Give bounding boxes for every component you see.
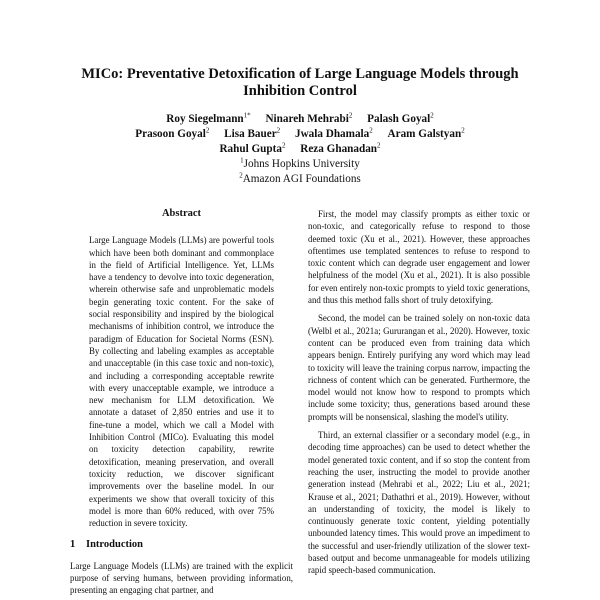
affil-marker: 2 (239, 171, 243, 180)
author-affil-marker: 2 (276, 126, 281, 135)
author-affil-marker: 2 (348, 111, 353, 120)
body-paragraph: Second, the model can be trained solely on non-toxic data (Welbl et al., 2021a; Gururangan et al., 2020). However, toxic content can be produced even from training data which appears benign. Entirely purifying any word which may lead to toxicity will leave the training corpus narrow, impacting the richness of content which can be generated. Furthermore, the model would not know how to respond to prompts which include some toxicity; thus, generations based around these prompts will be nonsensical, slashing the model's utility. (308, 313, 530, 422)
left-column (70, 208, 293, 597)
author-name: Rahul Gupta (219, 143, 282, 155)
author-line-2 (60, 127, 540, 142)
affil-marker: 1 (240, 156, 244, 165)
abstract-heading: Abstract (161, 208, 202, 219)
author-affil-marker: 2 (430, 111, 434, 120)
author-name: Ninareh Mehrabi (265, 113, 349, 125)
body-paragraph: First, the model may classify prompts as either toxic or non-toxic, and categorically refuse to respond to those deemed toxic (Xu et al., 2021). However, these approaches oftentimes use templated sentences to refuse to respond to toxic content which can degrade user engagement and lower helpfulness of the model (Xu et al., 2021). It is also possible for even entirely non-toxic prompts to yield toxic generations, and thus this method falls short of truly detoxifying. (308, 209, 530, 306)
section-heading-introduction (70, 539, 293, 551)
body-paragraph: Third, an external classifier or a secondary model (e.g., in decoding time approaches) can be used to detect whether the model generated toxic content, and if so stop the content from reaching the user, instructing the model to provide another generation instead (Mehrabi et al., 2022; Liu et al., 2021; Krause et al., 2021; Dathathri et al., 2019). However, without an understanding of toxicity, the model is likely to continuously generate toxic content, yielding potentially unbounded latency times. This would prove an impediment to the successful and user-friendly utilization of the slower text-based output and become unmanageable for models utilizing rapid speech-based communication. (308, 430, 530, 576)
author-name: Lisa Bauer (224, 128, 277, 140)
author-affil-marker: 2 (461, 126, 465, 135)
author-line-1 (60, 112, 540, 127)
author-affil-marker: 2 (281, 141, 286, 150)
affiliation-2 (60, 172, 540, 187)
affiliation-1 (60, 157, 540, 172)
affil-name: Amazon AGI Foundations (242, 173, 361, 185)
introduction-paragraph: Large Language Models (LLMs) are trained with the explicit purpose of serving humans, between providing information, presenting an engaging chat partner, and (70, 560, 293, 596)
author-block (60, 112, 540, 187)
section-title: Introduction (86, 539, 143, 551)
section-number: 1 (70, 539, 76, 551)
author-name: Reza Ghanadan (300, 143, 378, 155)
affil-name: Johns Hopkins University (243, 158, 360, 170)
paper-title: MICo: Preventative Detoxification of Large Language Models through Inhibition Control (81, 66, 519, 99)
author-affil-marker: 2 (377, 141, 381, 150)
abstract-body (70, 234, 293, 529)
author-name: Jwala Dhamala (294, 128, 370, 140)
author-name: Prasoon Goyal (135, 128, 206, 140)
right-column (308, 208, 530, 583)
author-name: Palash Goyal (367, 113, 431, 125)
author-name: Aram Galstyan (387, 128, 462, 140)
author-affil-marker: 2 (369, 126, 373, 135)
author-affil-marker: 2 (205, 126, 210, 135)
author-line-3 (60, 142, 540, 157)
author-name: Roy Siegelmann (166, 113, 244, 125)
author-affil-marker: 1* (243, 111, 251, 120)
abstract-text: Large Language Models (LLMs) are powerful tools which have been both dominant and commonplace in the field of Artificial Intelligence. Yet, LLMs have a tendency to devolve into toxic degeneration, wherein otherwise safe and unproblematic models begin generating toxic content. For the sake of social responsibility and inspired by the biological mechanisms of inhibition control, we introduce the paradigm of Education for Societal Norms (ESN). By collecting and labeling examples as acceptable and unacceptable (in this case toxic and non-toxic), and including a corresponding acceptable rewrite with every unacceptable example, we introduce a new mechanism for LLM detoxification. We annotate a dataset of 2,850 entries and use it to fine-tune a model, which we call a Model with Inhibition Control (MICo). Evaluating this model on toxicity detection capability, rewrite detoxification, meaning preservation, and overall toxicity reduction, we discover significant improvements over the baseline model. In our experiments we show that overall toxicity of this model is more than 60% reduced, with over 75% reduction in severe toxicity. (89, 235, 274, 529)
